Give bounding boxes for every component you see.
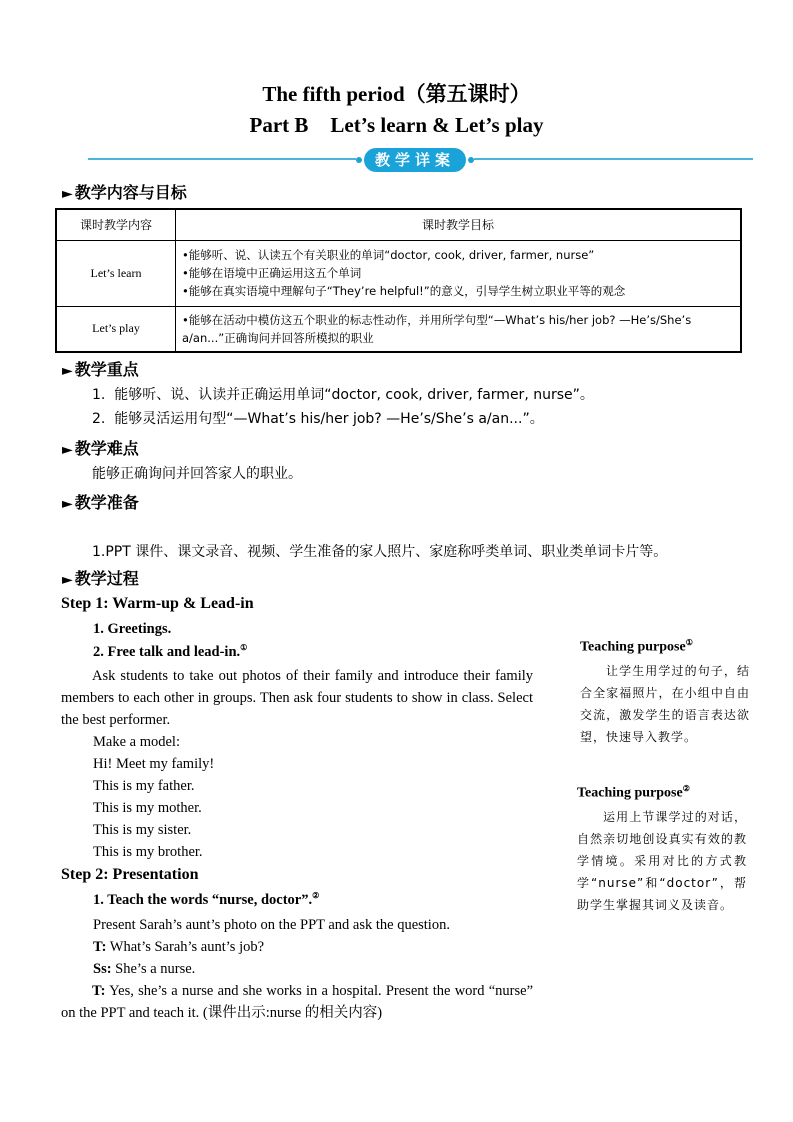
step2-title: Step 2: Presentation [61, 866, 199, 883]
section-process: ► 教学过程 [62, 569, 139, 588]
sidebar-purpose-1-title: Teaching purpose① [580, 638, 693, 655]
triangle-icon: ► [62, 186, 73, 202]
lesson-title: The fifth period（第五课时） [262, 82, 531, 106]
footnote-marker: ② [312, 891, 320, 900]
section-content-goals: ► 教学内容与目标 [62, 183, 187, 202]
model-dialogue [93, 731, 214, 863]
subtitle-text: Let’s learn & Let’s play [330, 113, 544, 137]
list-item: 2. 能够灵活运用句型“—What’s his/her job? —He’s/She’s a/an...”。 [92, 411, 544, 427]
section-key-points: ► 教学重点 [62, 360, 139, 379]
triangle-icon: ► [62, 442, 73, 458]
footnote-marker: ① [240, 643, 248, 652]
goal-item: •能够在活动中模仿这五个职业的标志性动作，并用所学句型“—What’s his/her job? —He’s/She’s a/an...”正确询问并回答所模拟的职业 [182, 312, 692, 345]
banner [356, 146, 474, 173]
step1-item2: 2. Free talk and lead-in.① [93, 643, 248, 660]
difficulty-text: 能够正确询问并回答家人的职业。 [92, 466, 302, 482]
triangle-icon: ► [62, 572, 73, 588]
sidebar-purpose-2-title: Teaching purpose② [577, 784, 690, 801]
dialogue-line: This is my sister. [93, 822, 192, 838]
dialogue-line: Hi! Meet my family! [93, 756, 215, 772]
sidebar-purpose-1-text: 让学生用学过的句子，结合全家福照片，在小组中自由交流，激发学生的语言表达欲望，快速导入教学。 [580, 664, 750, 744]
table-cell-goals [176, 306, 742, 352]
banner-dot-left [356, 157, 362, 163]
objectives-table [55, 208, 742, 353]
lesson-subtitle [0, 113, 793, 138]
part-label: Part B [249, 113, 309, 137]
step1-item1: 1. Greetings. [93, 621, 172, 637]
step2-item1: 1. Teach the words “nurse, doctor”.② [93, 891, 320, 908]
section-difficulties: ► 教学难点 [62, 439, 139, 458]
step2-teacher-line-2: T: Yes, she’s a nurse and she works in a hospital. Present the word “nurse” on the PPT and teach it. (课件出示:nurse 的相关内容) [61, 983, 533, 1021]
dialogue-line: This is my brother. [93, 844, 203, 860]
step1-paragraph: Ask students to take out photos of their family and introduce their family members to each other in groups. Then ask four students to show in class. Select the best performer. [61, 668, 533, 728]
triangle-icon: ► [62, 496, 73, 512]
section-preparation: ► 教学准备 [62, 493, 139, 512]
key-points-list [92, 383, 594, 431]
banner-label: 教学详案 [364, 148, 466, 172]
goal-item: •能够在真实语境中理解句子“They’re helpful!”的意义，引导学生树立职业平等的观念 [182, 284, 626, 298]
step2-line1: Present Sarah’s aunt’s photo on the PPT and ask the question. [93, 917, 450, 933]
step2-students-line: Ss: She’s a nurse. [93, 961, 196, 977]
list-item: 1. 能够听、说、认读并正确运用单词“doctor, cook, driver, farmer, nurse”。 [92, 387, 594, 403]
triangle-icon: ► [62, 363, 73, 379]
sidebar-purpose-2-text: 运用上节课学过的对话，自然亲切地创设真实有效的教学情境。采用对比的方式教学“nurse”和“doctor”，帮助学生掌握其词义及读音。 [577, 810, 747, 912]
table-cell-content: Let’s play [56, 306, 176, 352]
table-row [56, 240, 741, 306]
footnote-marker: ① [685, 638, 693, 647]
step2-teacher-line: T: What’s Sarah’s aunt’s job? [93, 939, 265, 955]
dialogue-line: This is my father. [93, 778, 195, 794]
dialogue-line: This is my mother. [93, 800, 202, 816]
table-head-goals: 课时教学目标 [176, 209, 742, 240]
table-header-row [56, 209, 741, 240]
preparation-text: 1.PPT 课件、课文录音、视频、学生准备的家人照片、家庭称呼类单词、职业类单词卡片等。 [92, 544, 668, 560]
table-row [56, 306, 741, 352]
step1-title: Step 1: Warm-up & Lead-in [61, 595, 254, 612]
table-cell-content: Let’s learn [56, 240, 176, 306]
table-head-content: 课时教学内容 [56, 209, 176, 240]
table-cell-goals [176, 240, 742, 306]
goal-item: •能够在语境中正确运用这五个单词 [182, 266, 362, 280]
banner-dot-right [468, 157, 474, 163]
footnote-marker: ② [682, 784, 690, 793]
goal-item: •能够听、说、认读五个有关职业的单词“doctor, cook, driver, farmer, nurse” [182, 248, 595, 262]
dialogue-line: Make a model: [93, 734, 180, 750]
